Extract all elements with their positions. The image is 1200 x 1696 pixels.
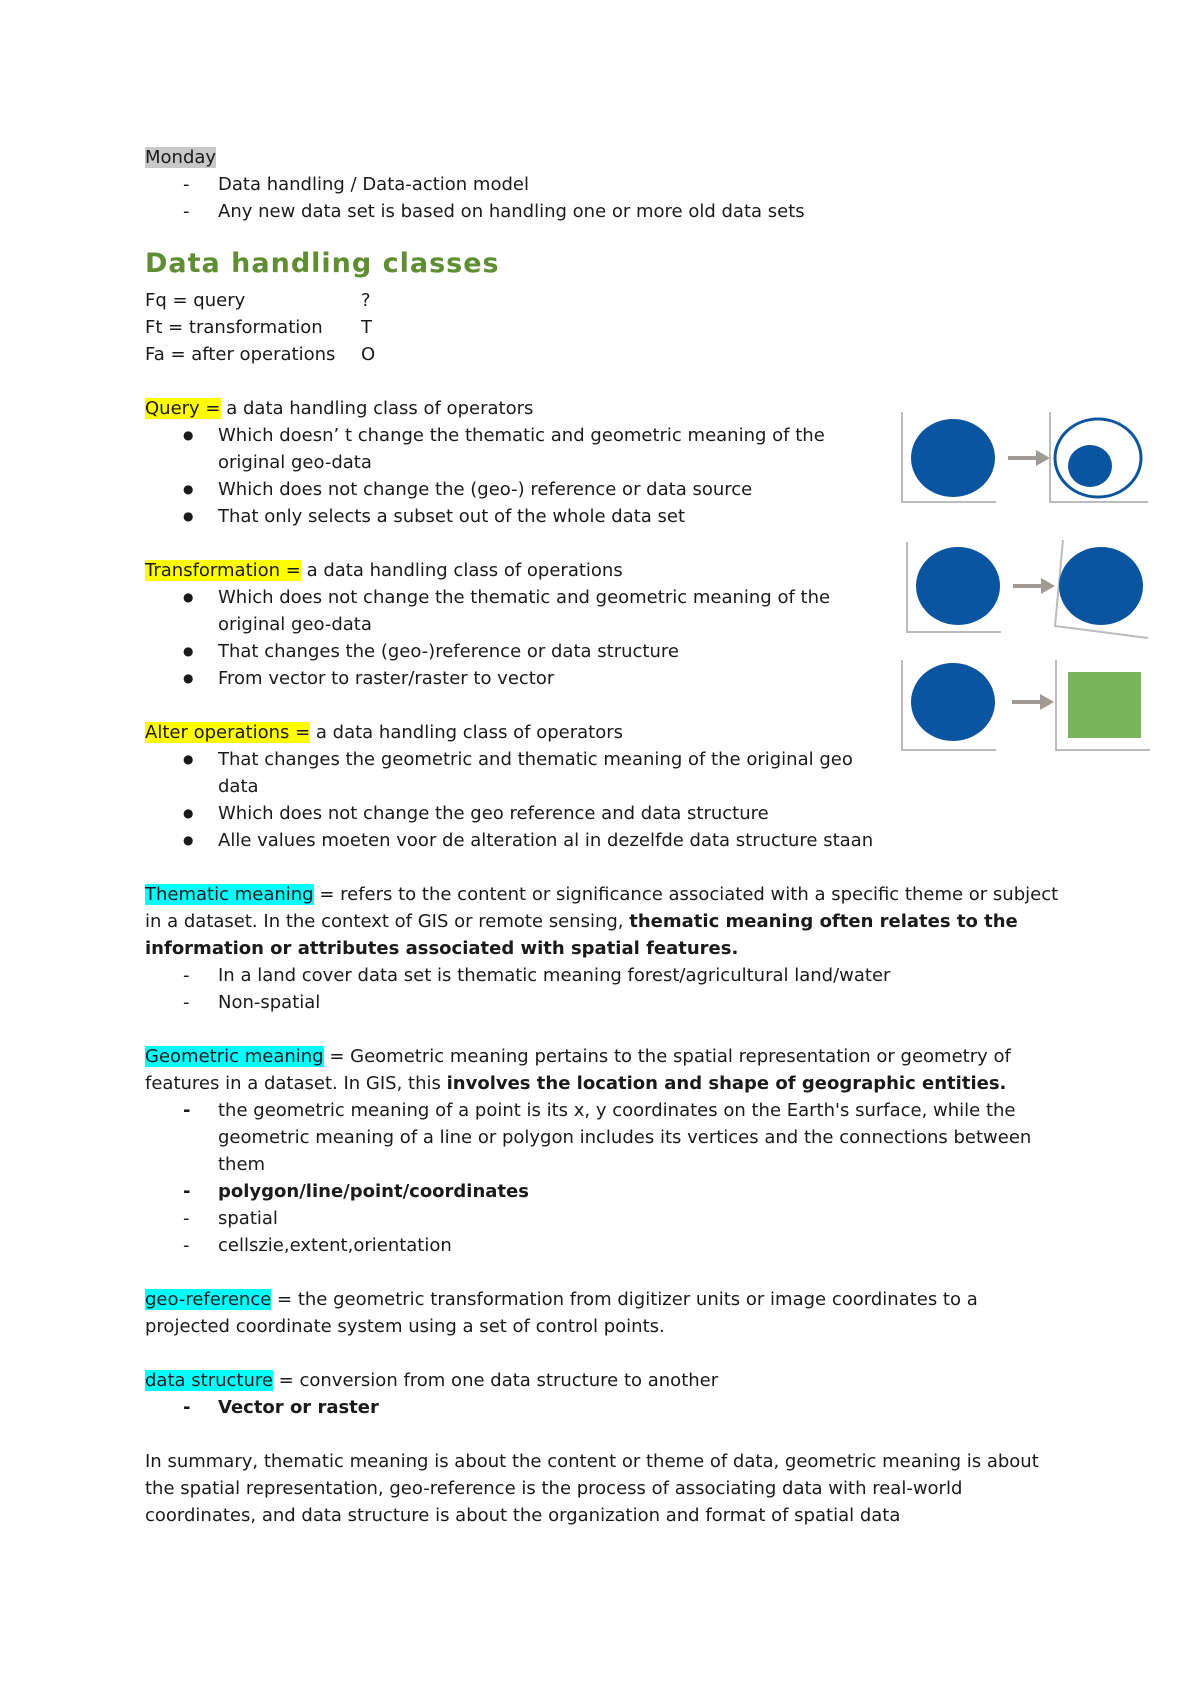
list-item: - polygon/line/point/coordinates bbox=[145, 1178, 1065, 1205]
summary-paragraph: In summary, thematic meaning is about the content or theme of data, geometric meaning is about the spatial representation, geo-reference is the process of associating data with real-world coordinates, and data structure is about the organization and format of spatial data bbox=[145, 1451, 1039, 1526]
class-row: Fa = after operations O bbox=[145, 344, 376, 365]
list-item: ● That only selects a subset out of the whole data set bbox=[145, 503, 1065, 530]
monday-list bbox=[145, 171, 1065, 225]
circle-shape bbox=[916, 547, 1000, 625]
query-term: Query = bbox=[145, 398, 221, 419]
datastructure-list bbox=[145, 1394, 1065, 1421]
list-item: ● Which does not change the geo reference and data structure bbox=[145, 800, 1065, 827]
list-item: ● Which does not change the thematic and geometric meaning of the original geo-data bbox=[145, 584, 1065, 638]
georef-term: geo-reference bbox=[145, 1289, 272, 1310]
geometric-list-2 bbox=[145, 1205, 1065, 1259]
list-item: - the geometric meaning of a point is its x, y coordinates on the Earth's surface, while the geometric meaning of a line or polygon includes its vertices and the connections between them bbox=[145, 1097, 1065, 1178]
geometric-definition: Geometric meaning = Geometric meaning pertains to the spatial representation or geometry of bbox=[145, 1046, 1011, 1067]
transformation-term: Transformation = bbox=[145, 560, 301, 581]
query-definition: Query = a data handling class of operators bbox=[145, 398, 534, 419]
list-item: - Any new data set is based on handling one or more old data sets bbox=[145, 198, 1065, 225]
circle-shape bbox=[911, 663, 995, 741]
query-diagram bbox=[900, 410, 1150, 505]
list-item: ● Which doesn’ t change the thematic and geometric meaning of the original geo-data bbox=[145, 422, 1065, 476]
list-item: - Data handling / Data-action model bbox=[145, 171, 1065, 198]
list-item: - Vector or raster bbox=[145, 1394, 1065, 1421]
document-body: Monday - Data handling / Data-action model - Any new data set is based on handling one or more old data sets Data handling classes Fq = query ? Ft = transformation T Fa = after operations O Query = a data handling class of operators ● Which doesn’ t change the thematic and geometric meaning of the original geo-data ● Which does not change the (geo-) reference or data source ● That only selects a subset out of the whole data set Transformation = a data handling class of operations ● Which does not change the thematic and geometric meaning of the original geo-data ● That changes the (geo-)reference or data structure ● From vector to raster/raster to vector Alter operations = a data handling class of operators ● That changes the geometric and thematic meaning of the original geo data ● Which does not change the geo reference and data structure ● Alle values moeten voor de alteration al in dezelfde data structure staan Thematic meaning = refers to the content or significance associated with a specific theme or subject in a dataset. In the context of GIS or remote sensing, thematic meaning often relates to the information or attributes associated with spatial features. - In a land cover data set is thematic meaning forest/agricultural land/water - Non-spatial Geometric meaning = Geometric meaning pertains to the spatial representation or geometry of features in a dataset. In GIS, this involves the location and shape of geographic entities. - the geometric meaning of a point is its x, y coordinates on the Earth's surface, while the geometric meaning of a line or polygon includes its vertices and the connections between them - polygon/line/point/coordinates - spatial - cellszie,extent,orientation geo-reference = the geometric transformation from digitizer units or image coordinates to a projected coordinate system using a set of control points. data structure = conversion from one data structure to another - Vector or raster In summary, thematic meaning is about the content or theme of data, geometric meaning is about the spatial representation, geo-reference is the process of associating data with real-world coordinates, and data structure is about the organization and format of spatial data bbox=[145, 144, 1065, 1529]
thematic-definition: Thematic meaning = refers to the content or significance associated with a specific theme or subject bbox=[145, 884, 1059, 905]
list-item: - spatial bbox=[145, 1205, 1065, 1232]
datastructure-term: data structure bbox=[145, 1370, 273, 1391]
datastructure-definition: data structure = conversion from one data structure to another bbox=[145, 1370, 719, 1391]
circle-shape bbox=[911, 419, 995, 497]
class-row: Fq = query ? bbox=[145, 290, 371, 311]
alter-definition: Alter operations = a data handling class of operators bbox=[145, 722, 624, 743]
list-item: ● Alle values moeten voor de alteration al in dezelfde data structure staan bbox=[145, 827, 1065, 854]
list-item: - In a land cover data set is thematic meaning forest/agricultural land/water bbox=[145, 962, 1065, 989]
alter-diagram bbox=[900, 658, 1150, 753]
georef-definition: geo-reference = the geometric transformation from digitizer units or image coordinates to a bbox=[145, 1289, 978, 1310]
list-item: - Non-spatial bbox=[145, 989, 1065, 1016]
list-item: ● That changes the (geo-)reference or data structure bbox=[145, 638, 1065, 665]
thematic-term: Thematic meaning bbox=[145, 884, 314, 905]
geometric-list bbox=[145, 1097, 1065, 1205]
class-row: Ft = transformation T bbox=[145, 317, 372, 338]
list-item: ● That changes the geometric and thematic meaning of the original geo data bbox=[145, 746, 1065, 800]
geometric-term: Geometric meaning bbox=[145, 1046, 324, 1067]
list-item: ● From vector to raster/raster to vector bbox=[145, 665, 1065, 692]
thematic-list bbox=[145, 962, 1065, 1016]
monday-label: Monday bbox=[145, 147, 217, 168]
transformation-diagram bbox=[905, 540, 1150, 640]
square-shape bbox=[1068, 672, 1141, 738]
classes-table bbox=[145, 287, 1065, 368]
alter-list bbox=[145, 746, 1065, 854]
transformation-definition: Transformation = a data handling class of operations bbox=[145, 560, 623, 581]
circle-subset-shape bbox=[1068, 445, 1112, 487]
alter-term: Alter operations = bbox=[145, 722, 311, 743]
circle-shape bbox=[1059, 547, 1143, 625]
list-item: ● Which does not change the (geo-) reference or data source bbox=[145, 476, 1065, 503]
section-heading: Data handling classes bbox=[145, 248, 500, 279]
list-item: - cellszie,extent,orientation bbox=[145, 1232, 1065, 1259]
